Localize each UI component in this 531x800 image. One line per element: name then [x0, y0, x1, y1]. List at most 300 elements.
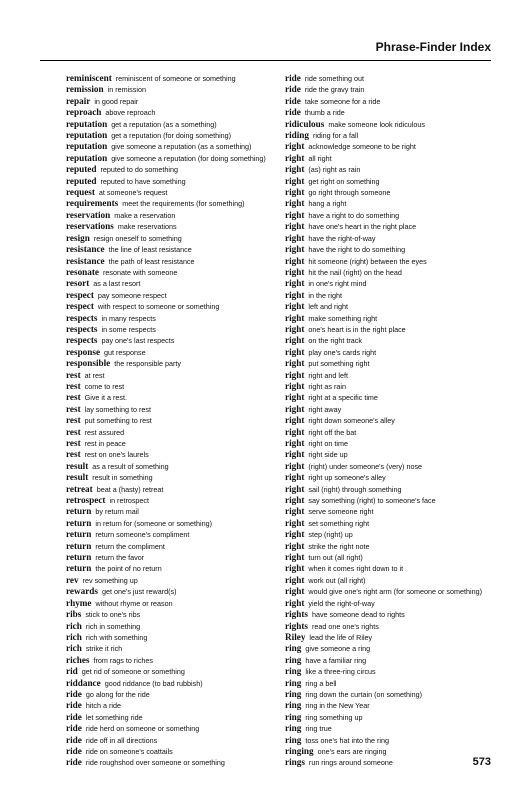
entry-phrase: in the right — [308, 290, 342, 300]
index-entry — [285, 541, 507, 552]
index-entry — [285, 506, 507, 517]
entry-headword: right — [285, 438, 305, 448]
index-entry — [66, 404, 288, 415]
entry-headword: ring — [285, 700, 302, 711]
entry-headword: right — [285, 586, 305, 597]
entry-phrase: right down someone's alley — [308, 416, 395, 426]
entry-phrase: the line of least resistance — [108, 245, 192, 255]
entry-phrase: Give it a rest. — [84, 393, 127, 403]
index-entry — [285, 381, 507, 392]
entry-phrase: reputed to do something — [100, 165, 178, 175]
entry-headword: reputation — [66, 141, 108, 152]
entry-phrase: at someone's request — [98, 188, 168, 198]
entry-phrase: in remission — [107, 85, 146, 95]
entry-phrase: left and right — [308, 302, 348, 312]
entry-headword: right — [285, 198, 305, 209]
entry-phrase: the path of least resistance — [108, 256, 195, 266]
entry-phrase: read one one's rights — [311, 621, 379, 631]
entry-headword: riches — [66, 654, 90, 665]
entry-headword: rich — [66, 620, 82, 631]
index-entry — [285, 130, 507, 141]
index-entry — [66, 575, 288, 586]
entry-headword: return — [66, 552, 92, 563]
entry-headword: result — [66, 460, 89, 471]
entry-phrase: the responsible party — [114, 359, 181, 369]
entry-headword: ride — [285, 107, 301, 118]
entry-headword: ring — [285, 654, 302, 665]
entry-headword: ride — [66, 745, 82, 756]
entry-headword: rest — [66, 392, 81, 403]
index-entry — [66, 506, 288, 517]
entry-headword: result — [66, 472, 89, 483]
entry-phrase: right and left — [308, 370, 348, 380]
index-entry — [66, 689, 288, 700]
index-entry — [285, 609, 507, 620]
index-entry — [66, 210, 288, 221]
entry-headword: right — [285, 574, 305, 585]
entry-phrase: rich in something — [85, 621, 141, 631]
entry-phrase: make a reservation — [114, 210, 176, 220]
entry-headword: reminiscent — [66, 73, 112, 83]
entry-headword: rest — [66, 449, 81, 460]
entry-headword: right — [285, 209, 305, 220]
entry-headword: return — [66, 563, 92, 574]
index-entry — [66, 415, 288, 426]
index-entry — [66, 586, 288, 597]
entry-headword: ring — [285, 688, 302, 699]
index-entry — [66, 655, 288, 666]
entry-phrase: get one's just reward(s) — [101, 587, 177, 597]
index-entry — [285, 164, 507, 175]
index-entry — [66, 335, 288, 346]
index-entry — [66, 107, 288, 118]
entry-phrase: rich with something — [85, 632, 148, 642]
index-entry — [66, 609, 288, 620]
entry-phrase: in some respects — [101, 324, 156, 334]
index-entry — [66, 427, 288, 438]
entry-headword: reputed — [66, 175, 97, 186]
entry-headword: right — [285, 460, 305, 471]
entry-phrase: get rid of someone or something — [81, 667, 185, 677]
index-entry — [285, 427, 507, 438]
entry-phrase: rest in peace — [84, 439, 126, 448]
entry-headword: requirements — [66, 198, 119, 209]
entry-headword: ringing — [285, 745, 314, 756]
entry-headword: rewards — [66, 586, 98, 597]
entry-phrase: at rest — [84, 370, 105, 380]
entry-phrase: ring true — [305, 724, 332, 734]
index-entry — [66, 495, 288, 506]
entry-phrase: have a familiar ring — [305, 655, 367, 665]
entry-phrase: resign oneself to something — [93, 233, 182, 243]
entry-headword: right — [285, 164, 305, 175]
entry-headword: right — [285, 415, 305, 426]
index-entry — [285, 198, 507, 209]
entry-phrase: as a last resort — [93, 279, 141, 289]
entry-phrase: let something ride — [85, 712, 143, 722]
entry-phrase: the point of no return — [95, 564, 162, 574]
entry-headword: right — [285, 358, 305, 369]
entry-headword: reservations — [66, 221, 114, 232]
entry-headword: right — [285, 472, 305, 483]
entry-headword: reputed — [66, 164, 97, 175]
index-entry — [285, 723, 507, 734]
entry-headword: right — [285, 335, 305, 346]
index-entry — [285, 586, 507, 597]
entry-headword: right — [285, 563, 305, 574]
entry-phrase: hang a right — [308, 199, 347, 209]
entry-headword: response — [66, 346, 101, 357]
entry-phrase: say something (right) to someone's face — [308, 496, 436, 506]
index-entry — [66, 256, 288, 267]
entry-headword: right — [285, 152, 305, 163]
index-entry — [285, 563, 507, 574]
index-entry — [66, 244, 288, 255]
entry-phrase: step (right) up — [308, 530, 353, 540]
index-entry — [66, 267, 288, 278]
index-entry — [285, 176, 507, 187]
index-entry — [285, 370, 507, 381]
index-entry — [66, 712, 288, 723]
entry-headword: resistance — [66, 244, 105, 255]
entry-phrase: right at a specific time — [308, 393, 378, 403]
entry-phrase: in good repair — [94, 96, 139, 106]
entry-headword: return — [66, 506, 92, 517]
index-entry — [66, 141, 288, 152]
entry-headword: rings — [285, 757, 305, 768]
entry-phrase: ride on someone's coattails — [85, 746, 173, 756]
entry-phrase: in many respects — [101, 313, 156, 323]
index-entry — [285, 96, 507, 107]
entry-headword: respects — [66, 335, 98, 346]
entry-headword: right — [285, 426, 305, 437]
entry-phrase: by return mail — [95, 507, 139, 517]
index-entry — [66, 187, 288, 198]
index-entry — [66, 301, 288, 312]
index-column-left — [66, 73, 288, 769]
entry-phrase: beat a (hasty) retreat — [96, 484, 164, 494]
index-entry — [66, 370, 288, 381]
entry-phrase: rev something up — [82, 575, 138, 585]
entry-headword: ridiculous — [285, 118, 325, 129]
entry-headword: ring — [285, 643, 302, 654]
entry-phrase: lay something to rest — [84, 404, 151, 414]
entry-headword: resistance — [66, 255, 105, 266]
entry-headword: right — [285, 506, 305, 517]
index-entry — [285, 73, 507, 84]
entry-headword: rights — [285, 620, 308, 631]
index-entry — [285, 735, 507, 746]
index-entry — [285, 347, 507, 358]
entry-phrase: one's heart is in the right place — [308, 324, 406, 334]
index-entry — [285, 210, 507, 221]
entry-phrase: hit the nail (right) on the head — [308, 267, 402, 277]
entry-phrase: come to rest — [84, 381, 125, 391]
entry-phrase: have a right to do something — [308, 210, 400, 220]
entry-phrase: all right — [308, 153, 332, 163]
index-entry — [66, 96, 288, 107]
index-entry — [285, 84, 507, 95]
entry-phrase: good riddance (to bad rubbish) — [104, 678, 203, 688]
index-entry — [66, 484, 288, 495]
entry-headword: retreat — [66, 483, 93, 494]
entry-headword: rights — [285, 609, 308, 620]
entry-headword: ride — [66, 723, 82, 734]
entry-headword: rhyme — [66, 597, 92, 608]
entry-phrase: get a reputation (as a something) — [111, 119, 217, 129]
entry-headword: rest — [66, 415, 81, 426]
index-entry — [285, 484, 507, 495]
index-entry — [285, 415, 507, 426]
entry-headword: return — [66, 540, 92, 551]
header-rule — [40, 60, 491, 61]
index-entry — [285, 278, 507, 289]
entry-phrase: ride herd on someone or something — [85, 724, 200, 734]
entry-phrase: as a result of something — [92, 461, 169, 471]
index-entry — [285, 119, 507, 130]
entry-headword: rest — [66, 438, 81, 448]
entry-phrase: have someone dead to rights — [311, 610, 405, 620]
entry-headword: repair — [66, 95, 91, 106]
entry-headword: respect — [66, 301, 94, 312]
index-entry — [285, 666, 507, 677]
index-entry — [285, 187, 507, 198]
entry-phrase: play one's cards right — [308, 347, 377, 357]
index-entry — [285, 678, 507, 689]
entry-phrase: ring a bell — [305, 678, 337, 688]
entry-headword: right — [285, 449, 305, 460]
entry-headword: rest — [66, 380, 81, 391]
entry-phrase: gut response — [104, 347, 146, 357]
entry-phrase: resonate with someone — [103, 267, 178, 277]
entry-headword: respect — [66, 289, 94, 300]
entry-headword: rich — [66, 631, 82, 642]
entry-phrase: return the favor — [95, 553, 145, 563]
entry-headword: right — [285, 517, 305, 528]
entry-headword: rid — [66, 666, 78, 677]
index-entry — [66, 438, 288, 449]
entry-headword: ride — [285, 73, 301, 83]
entry-headword: remission — [66, 84, 104, 95]
entry-headword: resonate — [66, 266, 99, 277]
entry-phrase: in retrospect — [109, 496, 150, 506]
index-entry — [66, 757, 288, 768]
entry-headword: ring — [285, 677, 302, 688]
entry-phrase: get a reputation (for doing something) — [111, 131, 232, 141]
entry-phrase: strike the right note — [308, 541, 370, 551]
entry-phrase: reputed to have something — [100, 176, 186, 186]
entry-phrase: result in something — [92, 473, 153, 483]
entry-headword: right — [285, 392, 305, 403]
entry-headword: rest — [66, 403, 81, 414]
entry-phrase: right off the bat — [308, 427, 357, 437]
index-entry — [66, 233, 288, 244]
entry-headword: right — [285, 346, 305, 357]
index-entry — [285, 712, 507, 723]
entry-phrase: ride something out — [304, 74, 364, 83]
index-entry — [285, 141, 507, 152]
index-entry — [66, 735, 288, 746]
index-entry — [66, 598, 288, 609]
index-entry — [285, 495, 507, 506]
page-number: 573 — [472, 756, 491, 768]
entry-headword: right — [285, 175, 305, 186]
entry-headword: right — [285, 597, 305, 608]
entry-phrase: right up someone's alley — [308, 473, 386, 483]
entry-phrase: toss one's hat into the ring — [305, 735, 390, 745]
index-entry — [66, 164, 288, 175]
entry-phrase: when it comes right down to it — [308, 564, 404, 574]
entry-headword: ride — [66, 757, 82, 768]
index-entry — [66, 666, 288, 677]
entry-phrase: serve someone right — [308, 507, 374, 517]
entry-phrase: reminiscent of someone or something — [115, 74, 236, 83]
index-entry — [66, 552, 288, 563]
index-entry — [285, 392, 507, 403]
entry-headword: right — [285, 323, 305, 334]
index-entry — [285, 256, 507, 267]
index-column-right — [285, 73, 507, 769]
index-entry — [285, 313, 507, 324]
index-entry — [285, 552, 507, 563]
index-entry — [285, 461, 507, 472]
entry-phrase: go along for the ride — [85, 689, 150, 699]
entry-phrase: ring in the New Year — [305, 701, 370, 711]
index-entry — [285, 472, 507, 483]
entry-phrase: from rags to riches — [93, 655, 153, 665]
index-entry — [285, 244, 507, 255]
entry-phrase: return someone's compliment — [95, 530, 190, 540]
entry-phrase: right on time — [308, 439, 348, 448]
entry-headword: return — [66, 529, 92, 540]
index-entry — [66, 324, 288, 335]
entry-headword: ribs — [66, 609, 82, 620]
entry-headword: riddance — [66, 677, 101, 688]
index-entry — [285, 404, 507, 415]
entry-phrase: would give one's right arm (for someone or something) — [308, 587, 482, 597]
entry-headword: right — [285, 495, 305, 506]
entry-phrase: in one's right mind — [308, 279, 367, 289]
entry-phrase: rest on one's laurels — [84, 450, 149, 460]
entry-phrase: ride off in all directions — [85, 735, 158, 745]
index-entry — [66, 541, 288, 552]
index-entry — [66, 723, 288, 734]
index-entry — [66, 153, 288, 164]
index-entry — [66, 358, 288, 369]
entry-phrase: give someone a reputation (for doing something) — [111, 153, 266, 163]
index-entry — [66, 347, 288, 358]
index-entry — [66, 198, 288, 209]
entry-phrase: have the right to do something — [308, 245, 406, 255]
entry-phrase: stick to one's ribs — [85, 610, 141, 620]
entry-phrase: go right through someone — [308, 188, 391, 198]
entry-phrase: yield the right-of-way — [308, 598, 375, 608]
index-entry — [66, 278, 288, 289]
index-entry — [66, 221, 288, 232]
entry-phrase: have the right-of-way — [308, 233, 376, 243]
entry-headword: right — [285, 369, 305, 380]
index-entry — [285, 233, 507, 244]
entry-phrase: put something right — [308, 359, 370, 369]
index-entry — [285, 324, 507, 335]
entry-headword: right — [285, 278, 305, 289]
entry-phrase: without rhyme or reason — [95, 598, 173, 608]
entry-headword: right — [285, 289, 305, 300]
entry-headword: ring — [285, 666, 302, 677]
index-entry — [66, 73, 288, 84]
entry-phrase: turn out (all right) — [308, 553, 363, 563]
entry-phrase: rest assured — [84, 427, 125, 437]
index-entry — [66, 290, 288, 301]
entry-phrase: lead the life of Riley — [309, 632, 373, 642]
index-entry — [285, 632, 507, 643]
index-entry — [66, 84, 288, 95]
index-entry — [66, 529, 288, 540]
entry-phrase: pay one's last respects — [101, 336, 175, 346]
entry-phrase: give someone a ring — [305, 644, 371, 654]
running-header-title: Phrase-Finder Index — [375, 40, 491, 54]
index-entry — [66, 563, 288, 574]
entry-headword: reputation — [66, 130, 108, 141]
entry-headword: ride — [66, 734, 82, 745]
entry-phrase: above reproach — [105, 108, 156, 118]
index-entry — [285, 358, 507, 369]
entry-phrase: give someone a reputation (as a something) — [111, 142, 252, 152]
entry-headword: right — [285, 312, 305, 323]
entry-phrase: right as rain — [308, 381, 346, 391]
entry-phrase: ride roughshod over someone or something — [85, 758, 225, 768]
entry-phrase: make someone look ridiculous — [328, 119, 425, 129]
entry-headword: rest — [66, 426, 81, 437]
entry-phrase: right away — [308, 404, 342, 414]
entry-phrase: make reservations — [117, 222, 177, 232]
entry-phrase: (as) right as rain — [308, 165, 361, 175]
entry-phrase: meet the requirements (for something) — [122, 199, 245, 209]
index-entry — [285, 621, 507, 632]
index-entry — [285, 518, 507, 529]
entry-headword: respects — [66, 312, 98, 323]
entry-headword: ride — [66, 688, 82, 699]
index-entry — [66, 119, 288, 130]
entry-headword: right — [285, 540, 305, 551]
index-entry — [66, 643, 288, 654]
index-entry — [66, 678, 288, 689]
entry-headword: right — [285, 266, 305, 277]
entry-headword: rich — [66, 643, 82, 654]
index-entry — [66, 632, 288, 643]
entry-phrase: ring something up — [305, 712, 363, 722]
index-entry — [285, 153, 507, 164]
entry-headword: ride — [285, 95, 301, 106]
entry-headword: ride — [66, 711, 82, 722]
entry-headword: resort — [66, 278, 90, 289]
index-entry — [66, 449, 288, 460]
entry-headword: ring — [285, 723, 302, 734]
index-entry — [66, 700, 288, 711]
index-entry — [285, 575, 507, 586]
entry-headword: rest — [66, 369, 81, 380]
index-entry — [285, 655, 507, 666]
index-entry — [66, 621, 288, 632]
entry-headword: return — [66, 517, 92, 528]
index-entry — [285, 689, 507, 700]
index-entry — [285, 700, 507, 711]
entry-headword: respects — [66, 323, 98, 334]
entry-headword: reputation — [66, 118, 108, 129]
index-entry — [285, 267, 507, 278]
index-entry — [285, 449, 507, 460]
index-entry — [66, 381, 288, 392]
